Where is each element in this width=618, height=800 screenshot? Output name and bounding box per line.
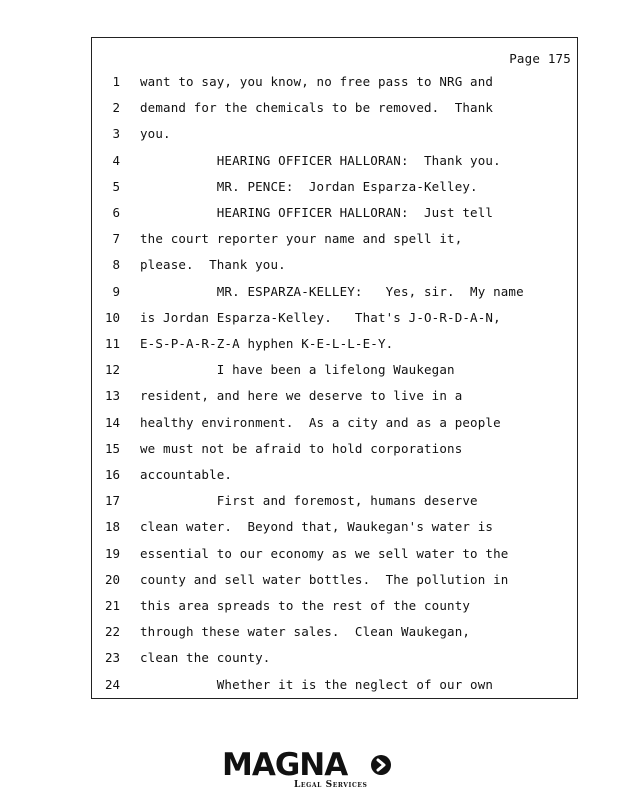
line-number: 15 — [104, 440, 120, 456]
page-number: Page 175 — [509, 51, 571, 66]
line-number: 24 — [104, 676, 120, 692]
line-text: this area spreads to the rest of the county — [140, 598, 471, 613]
line-number: 21 — [104, 598, 120, 613]
line-text: through these water sales. Clean Waukegan, — [140, 624, 471, 640]
line-number: 9 — [112, 283, 120, 299]
line-text: the court reporter your name and spell it, — [140, 231, 463, 247]
line-text: First and foremost, humans deserve — [140, 493, 478, 509]
line-number: 4 — [112, 152, 120, 168]
line-text: county and sell water bottles. The pollution in — [140, 571, 509, 587]
line-text: E-S-P-A-R-Z-A hyphen K-E-L-L-E-Y. — [140, 336, 394, 351]
line-text: is Jordan Esparza-Kelley. That's J-O-R-D-A-N, — [140, 309, 501, 325]
line-text: you. — [140, 126, 171, 142]
line-number: 2 — [112, 100, 120, 116]
line-text: clean the county. — [140, 650, 271, 666]
line-number: 20 — [104, 571, 120, 587]
arrow-circle-icon — [370, 754, 392, 776]
line-number: 5 — [112, 178, 120, 194]
line-text: MR. ESPARZA-KELLEY: Yes, sir. My name — [140, 283, 524, 299]
line-text: please. Thank you. — [140, 257, 286, 273]
line-text: HEARING OFFICER HALLORAN: Just tell — [140, 205, 494, 220]
line-text: HEARING OFFICER HALLORAN: Thank you. — [140, 152, 501, 168]
line-text: want to say, you know, no free pass to NRG and — [140, 74, 494, 89]
line-text: essential to our economy as we sell water to the — [140, 545, 509, 561]
line-text: healthy environment. As a city and as a people — [140, 414, 501, 430]
line-number: 12 — [104, 362, 120, 378]
line-number: 22 — [104, 624, 120, 640]
line-number: 10 — [104, 309, 120, 325]
transcript-page — [91, 37, 578, 699]
line-number: 1 — [112, 74, 120, 89]
line-text: resident, and here we deserve to live in a — [140, 388, 463, 404]
line-number: 8 — [112, 257, 120, 273]
line-number: 6 — [112, 205, 120, 220]
line-text: we must not be afraid to hold corporations — [140, 440, 463, 456]
line-text: I have been a lifelong Waukegan — [140, 362, 455, 378]
line-number: 7 — [112, 231, 120, 247]
line-number: 14 — [104, 414, 120, 430]
line-number: 3 — [112, 126, 120, 142]
magna-logo — [222, 748, 398, 794]
logo-subtitle: Legal Services — [294, 780, 368, 790]
line-number: 19 — [104, 545, 120, 561]
logo-wordmark: MAGNA — [222, 747, 348, 783]
line-number: 13 — [104, 388, 120, 404]
line-text: Whether it is the neglect of our own — [140, 676, 494, 692]
line-number: 18 — [104, 519, 120, 535]
line-text: MR. PENCE: Jordan Esparza-Kelley. — [140, 178, 478, 194]
line-text: accountable. — [140, 467, 233, 482]
line-text: demand for the chemicals to be removed. Thank — [140, 100, 494, 116]
line-number: 16 — [104, 467, 120, 482]
line-number: 11 — [104, 336, 120, 351]
line-text: clean water. Beyond that, Waukegan's water is — [140, 519, 494, 535]
line-number: 23 — [104, 650, 120, 666]
line-number: 17 — [104, 493, 120, 509]
